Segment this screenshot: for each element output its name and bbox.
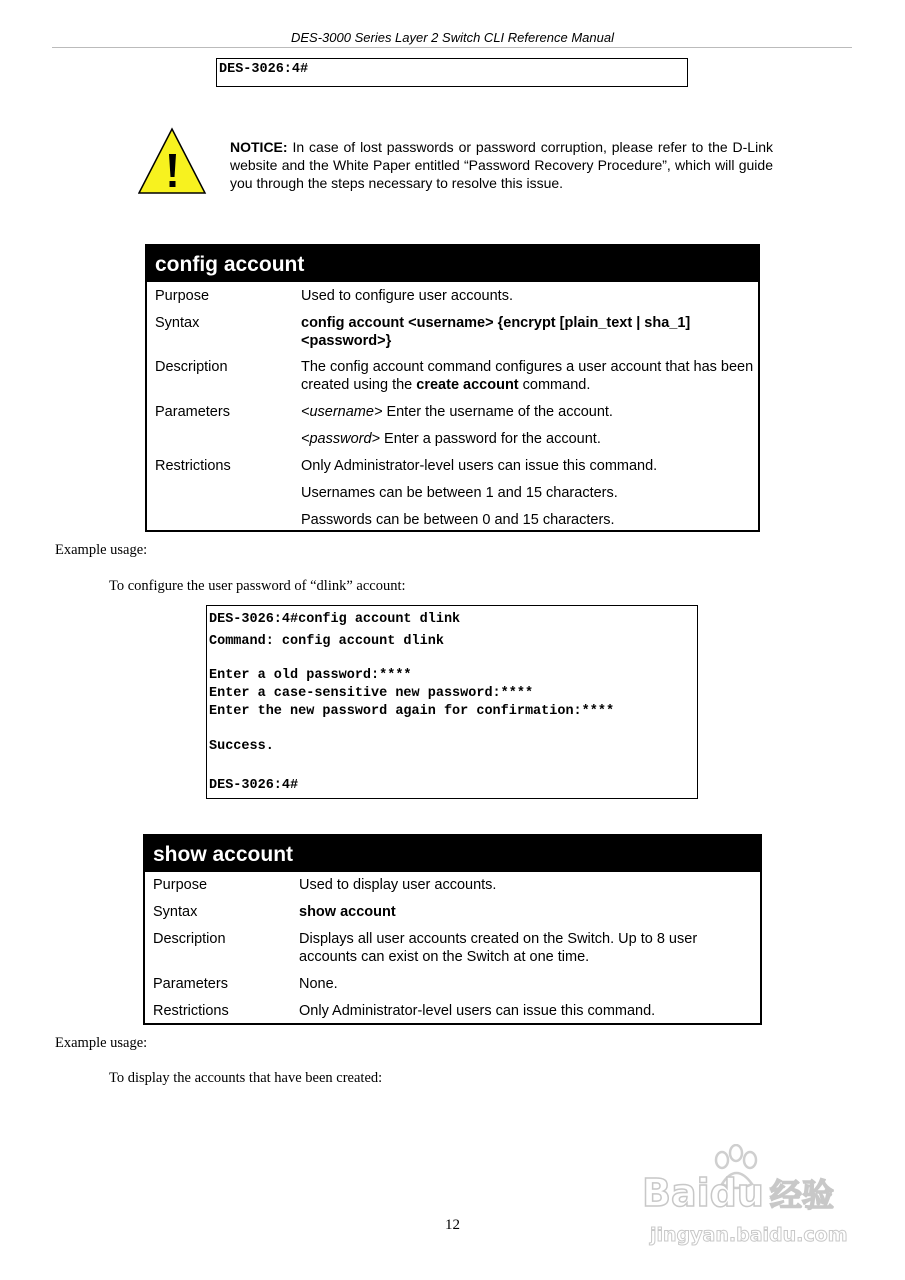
- baidu-watermark: [640, 1142, 860, 1272]
- parameter-password: [293, 421, 758, 448]
- example-intro: To configure the user password of “dlink” account:: [109, 578, 406, 594]
- example-label: Example usage:: [55, 542, 148, 558]
- code-line: DES-3026:4#: [219, 62, 309, 77]
- syntax-label: Syntax: [153, 904, 198, 920]
- notice-label: NOTICE:: [230, 139, 288, 155]
- table-row: [147, 394, 758, 421]
- table-row: [145, 921, 760, 966]
- config-account-table: [145, 244, 760, 532]
- description-value: Displays all user accounts created on the Switch. Up to 8 user accounts can exist on the Switch at one time.: [299, 931, 698, 965]
- warning-icon: [138, 126, 208, 196]
- page-number: 12: [445, 1217, 460, 1233]
- param-name: <password>: [301, 431, 380, 447]
- watermark-brand-cn: 经验: [769, 1176, 834, 1214]
- restrictions-label: Restrictions: [155, 458, 231, 474]
- description-label: Description: [155, 359, 228, 375]
- running-header: DES-3000 Series Layer 2 Switch CLI Reference Manual: [291, 30, 614, 45]
- code-line: Enter a old password:****: [209, 668, 412, 683]
- parameters-value: None.: [299, 976, 338, 992]
- param-text: Enter a password for the account.: [380, 431, 601, 447]
- purpose-value: Used to display user accounts.: [299, 877, 497, 893]
- table-row: [147, 475, 758, 502]
- watermark-url: jingyan.baidu.com: [650, 1224, 848, 1246]
- table-row: [147, 502, 758, 529]
- example-label: Example usage:: [55, 1035, 148, 1051]
- config-account-title: config account: [147, 246, 758, 282]
- table-row: [147, 305, 758, 350]
- example-code-box: [206, 605, 698, 799]
- syntax-value: config account <username> {encrypt [plain_text | sha_1] <password>}: [301, 315, 691, 349]
- code-line: Enter the new password again for confirmation:****: [209, 704, 615, 719]
- purpose-label: Purpose: [155, 288, 210, 304]
- table-row: [145, 894, 760, 921]
- syntax-value: show account: [299, 904, 396, 920]
- notice-paragraph: [230, 138, 773, 192]
- description-label: Description: [153, 931, 226, 947]
- table-row: [145, 966, 760, 993]
- top-code-box: [216, 58, 688, 87]
- header-rule: [52, 47, 852, 48]
- code-line: Command: config account dlink: [209, 634, 444, 649]
- restrictions-label: Restrictions: [153, 1003, 229, 1019]
- description-value: [293, 350, 758, 394]
- restriction-item: Only Administrator-level users can issue this command.: [301, 458, 658, 474]
- param-text: Enter the username of the account.: [382, 404, 613, 420]
- parameters-label: Parameters: [153, 976, 228, 992]
- table-row: [147, 448, 758, 475]
- notice-text: In case of lost passwords or password corruption, please refer to the D-Link website and the White Paper entitled “Password Recovery Procedure”, which will guide you through the steps necessary to resolve this issue.: [230, 139, 773, 191]
- table-row: [147, 282, 758, 305]
- restrictions-value: Only Administrator-level users can issue this command.: [299, 1003, 656, 1019]
- watermark-brand-latin: Baidu: [642, 1171, 764, 1215]
- code-line: Enter a case-sensitive new password:****: [209, 686, 534, 701]
- syntax-label: Syntax: [155, 315, 200, 331]
- purpose-value: Used to configure user accounts.: [301, 288, 513, 304]
- restriction-item: Passwords can be between 0 and 15 characters.: [301, 512, 615, 528]
- table-row: [147, 350, 758, 394]
- code-line: DES-3026:4#config account dlink: [209, 612, 461, 627]
- example-intro: To display the accounts that have been created:: [109, 1070, 383, 1086]
- show-account-title: show account: [145, 836, 760, 872]
- parameters-label: Parameters: [155, 404, 230, 420]
- table-row: [145, 993, 760, 1020]
- description-command: create account: [416, 377, 519, 393]
- code-line: DES-3026:4#: [209, 778, 299, 793]
- show-account-table: [143, 834, 762, 1025]
- code-line: Success.: [209, 739, 274, 754]
- parameter-username: [293, 394, 758, 421]
- purpose-label: Purpose: [153, 877, 208, 893]
- watermark-brand: [642, 1170, 834, 1216]
- description-text: The config account command configures a user account that has been created using the: [301, 359, 754, 393]
- param-name: <username>: [301, 404, 383, 420]
- description-text-end: command.: [518, 377, 591, 393]
- table-row: [145, 872, 760, 894]
- restriction-item: Usernames can be between 1 and 15 characters.: [301, 485, 618, 501]
- table-row: [147, 421, 758, 448]
